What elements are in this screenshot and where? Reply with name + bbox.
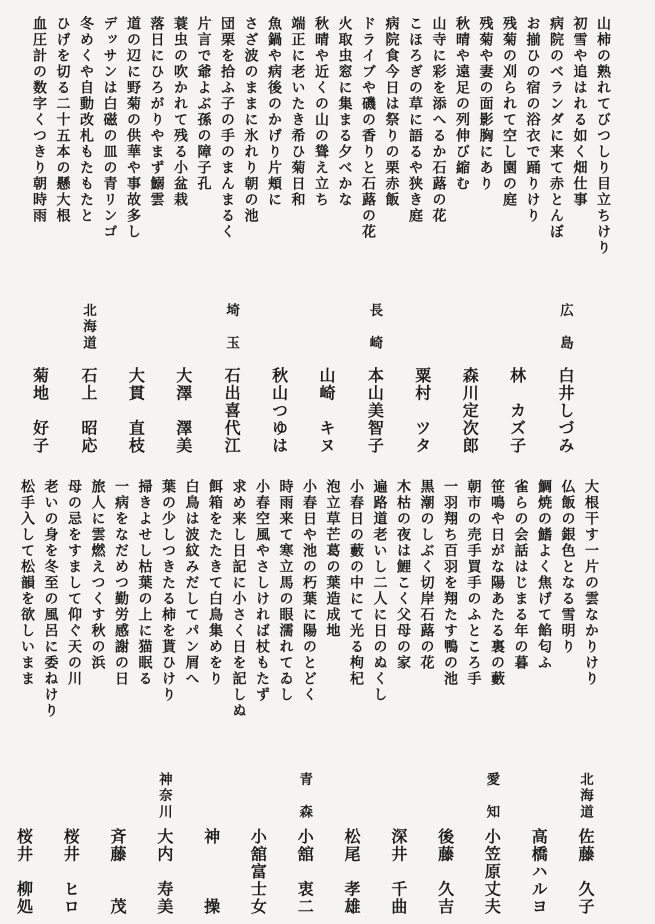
haiku-column: 病院食今日は祭りの栗赤飯 bbox=[383, 16, 400, 208]
haiku-column: 端正に老いたき希ひ菊日和 bbox=[289, 16, 306, 208]
prefecture-label: 広島 bbox=[557, 303, 573, 351]
author-column bbox=[561, 772, 608, 924]
author-name: 石出喜代江 bbox=[222, 367, 242, 455]
author-name: 斉藤 茂 bbox=[108, 828, 128, 916]
author-name: 小舘 衷二 bbox=[295, 828, 315, 916]
prefecture-label: 北海道 bbox=[577, 772, 593, 820]
haiku-column: 餌箱をたたきて白鳥集めをり bbox=[207, 479, 223, 687]
haiku-column: 小春日の藪の中にて光る枸杞 bbox=[348, 479, 364, 687]
haiku-column: 初雪や追はれる如く畑仕事 bbox=[571, 16, 588, 208]
author-column bbox=[541, 303, 589, 465]
author-column bbox=[493, 303, 540, 465]
haiku-column: 秋晴や近くの山の聳え立ち bbox=[313, 16, 329, 208]
author-name: 森川定次郎 bbox=[460, 367, 480, 455]
prefecture-label: 神奈川 bbox=[155, 772, 172, 820]
haiku-column: 老いの身を冬至の風呂に委ねけり bbox=[42, 479, 59, 719]
prefecture-label: 青森 bbox=[296, 772, 313, 820]
author-name: 小笠原丈夫 bbox=[482, 828, 502, 916]
author-column bbox=[468, 772, 515, 924]
haiku-column: 泡立草芒葛の葉造成地 bbox=[324, 479, 341, 639]
author-name: 秋山つゆは bbox=[269, 367, 289, 455]
haiku-column: 雀らの会話はじまる年の暮 bbox=[512, 479, 529, 671]
haiku-column: 血圧計の数字くつきり朝時雨 bbox=[31, 16, 47, 224]
author-name: 菊地 好子 bbox=[30, 367, 50, 455]
haiku-column: 残菊の刈られて空し園の庭 bbox=[501, 16, 517, 208]
author-column bbox=[93, 772, 140, 924]
author-name: 桜井 ヒロ bbox=[61, 828, 81, 916]
haiku-column: 病院のベランダに来て赤とんぼ bbox=[548, 16, 564, 240]
haiku-column: お揃ひの宿の浴衣で踊りけり bbox=[524, 16, 541, 224]
author-column bbox=[16, 303, 63, 465]
author-column bbox=[0, 772, 46, 924]
haiku-column: さざ波のままに氷れり朝の池 bbox=[242, 16, 259, 224]
haiku-block-bottom bbox=[15, 479, 603, 719]
prefecture-label: 愛知 bbox=[483, 772, 500, 820]
author-name: 石上 昭応 bbox=[78, 367, 98, 455]
haiku-column: 片言で爺よぶ孫の障子孔 bbox=[195, 16, 212, 192]
author-name: 小舘富士女 bbox=[248, 828, 268, 916]
author-column bbox=[374, 772, 421, 924]
author-column bbox=[327, 772, 374, 924]
author-name: 神 操 bbox=[201, 828, 221, 916]
author-column bbox=[350, 303, 398, 465]
haiku-column: 落日にひろがりやまず鰯雲 bbox=[148, 16, 165, 208]
haiku-column: 蓑虫の吹かれて残る小盆栽 bbox=[172, 16, 188, 208]
haiku-column: 道の辺に野菊の供華や事故多し bbox=[125, 16, 141, 240]
author-column bbox=[446, 303, 493, 465]
haiku-column: 残菊や妻の面影胸にあり bbox=[477, 16, 494, 192]
haiku-column: 黒潮のしぶく切岸石蕗の花 bbox=[418, 479, 435, 671]
author-name: 山崎 キヌ bbox=[316, 367, 336, 455]
haiku-column: 一病をなだめつ勤労感謝の日 bbox=[113, 479, 129, 687]
author-column bbox=[64, 303, 112, 465]
haiku-column: 掃きよせし枯葉の上に猫眠る bbox=[136, 479, 153, 687]
haiku-column: 仏飯の銀色となる雪明り bbox=[559, 479, 576, 655]
author-name: 高橋ハルヨ bbox=[529, 828, 549, 916]
author-name: 大貫 直枝 bbox=[126, 367, 146, 455]
author-name: 大内 寿美 bbox=[154, 828, 174, 916]
haiku-column: 遍路道老いし二人に日のぬくし bbox=[371, 479, 388, 703]
haiku-column: 母の忌をすまして仰ぐ天の川 bbox=[66, 479, 82, 687]
author-column bbox=[112, 303, 159, 465]
haiku-column: 団栗を拾ふ子の手のまんまるく bbox=[219, 16, 235, 240]
haiku-column: 白鳥は波紋みだしてパン屑へ bbox=[183, 479, 200, 687]
haiku-column: こほろぎの草に語るや狭き庭 bbox=[407, 16, 423, 224]
haiku-column: 松手入して松韻を欲しいまま bbox=[19, 479, 35, 687]
prefecture-label: 長崎 bbox=[366, 303, 383, 351]
authors-block-top bbox=[16, 303, 589, 465]
author-name: 大澤 澤美 bbox=[173, 367, 193, 455]
haiku-column: 鯛焼の鰭よく焦げて餡匂ふ bbox=[536, 479, 552, 671]
haiku-column: 時雨来て寒立馬の眼濡れてゐし bbox=[277, 479, 294, 703]
author-column bbox=[514, 772, 561, 924]
author-name: 桜井 柳処 bbox=[14, 828, 34, 916]
prefecture-label: 北海道 bbox=[79, 303, 96, 351]
haiku-column: 小春空風やさしければ杖もたず bbox=[254, 479, 270, 703]
haiku-column: 魚鍋や病後のかげり片頬に bbox=[266, 16, 282, 208]
author-column bbox=[255, 303, 302, 465]
author-column bbox=[187, 772, 234, 924]
haiku-column: 秋晴や遠足の列伸び縮む bbox=[454, 16, 470, 192]
author-column bbox=[234, 772, 281, 924]
haiku-column: 朝市の売手買手のふところ手 bbox=[465, 479, 482, 687]
author-name: 白井しづみ bbox=[556, 367, 575, 455]
haiku-column: 求め来し日記に小さく日を記しぬ bbox=[230, 479, 247, 719]
author-name: 佐藤 久子 bbox=[576, 828, 595, 916]
author-column bbox=[421, 772, 468, 924]
author-column bbox=[398, 303, 445, 465]
author-name: 本山美智子 bbox=[365, 367, 385, 455]
haiku-column: 一羽翔ち百羽を翔たす鴨の池 bbox=[442, 479, 458, 687]
haiku-column: デッサンは白磁の皿の青リンゴ bbox=[101, 16, 118, 240]
haiku-column: ドライブや磯の香りと石蕗の花 bbox=[360, 16, 376, 240]
author-name: 粟村 ツタ bbox=[412, 367, 432, 455]
author-column bbox=[46, 772, 93, 924]
haiku-column: ひげを切る二十五本の懸大根 bbox=[54, 16, 71, 224]
author-name: 深井 千曲 bbox=[388, 828, 408, 916]
author-column bbox=[207, 303, 255, 465]
haiku-column: 火取虫窓に集まる夕べかな bbox=[336, 16, 353, 208]
haiku-column: 葉の少しつきたる柿を貰ひけり bbox=[160, 479, 176, 703]
author-column bbox=[303, 303, 350, 465]
author-column bbox=[159, 303, 206, 465]
haiku-block-top bbox=[27, 16, 615, 264]
author-name: 林 カズ子 bbox=[507, 367, 527, 455]
author-name: 松尾 孝雄 bbox=[342, 828, 362, 916]
haiku-column: 小春日や池の朽葉に陽のとどく bbox=[301, 479, 317, 703]
haiku-column: 山柿の熟れてびつしり目立ちけり bbox=[595, 16, 611, 256]
haiku-column: 木枯の夜は鯉こく父母の家 bbox=[395, 479, 411, 671]
author-column bbox=[280, 772, 327, 924]
haiku-column: 旅人に雲燃えつくす秋の浜 bbox=[89, 479, 106, 671]
haiku-column: 冬めくや自動改札もたもたと bbox=[78, 16, 94, 224]
haiku-column: 笹鳴や日がな陽あたる裏の藪 bbox=[489, 479, 505, 687]
haiku-column: 山寺に彩を添へるか石蕗の花 bbox=[430, 16, 447, 224]
haiku-column: 大根干す一片の雲なかりけり bbox=[583, 479, 599, 687]
author-name: 後藤 久吉 bbox=[435, 828, 455, 916]
prefecture-label: 埼玉 bbox=[223, 303, 240, 351]
author-column bbox=[140, 772, 187, 924]
authors-block-bottom bbox=[0, 772, 608, 924]
